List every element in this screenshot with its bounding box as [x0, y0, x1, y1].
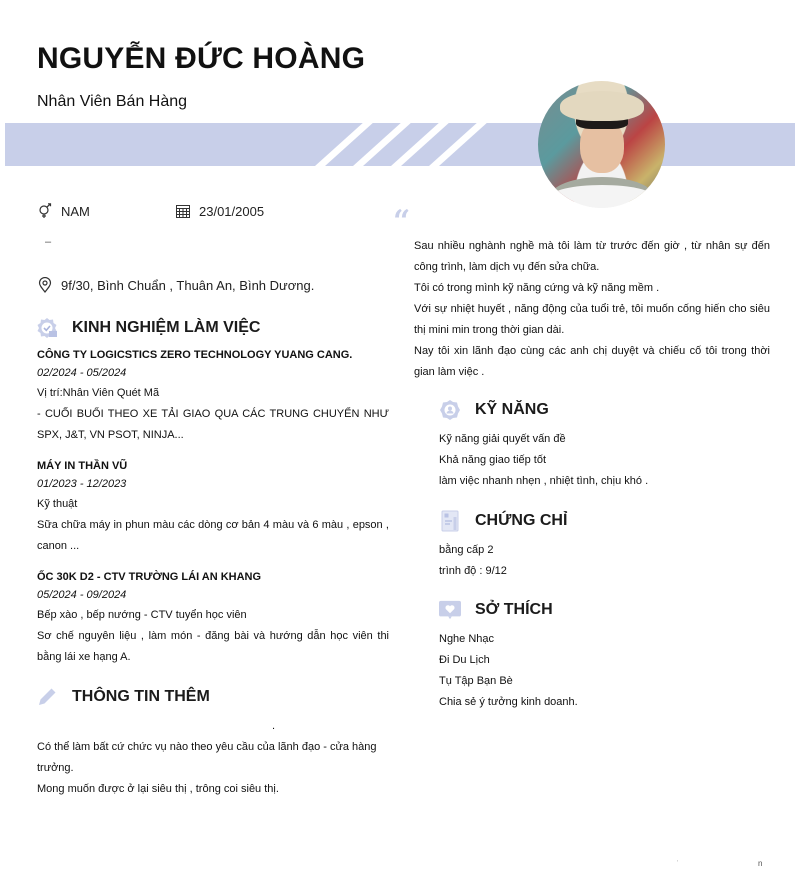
certificates-heading	[439, 510, 567, 532]
job-company: MÁY IN THẦN VŨ	[37, 460, 128, 472]
job-position: Bếp xào , bếp nướng - CTV tuyển học viên	[37, 609, 247, 621]
hobby-item: Nghe Nhạc	[439, 633, 495, 645]
certificates-list	[439, 540, 507, 582]
job-entry	[37, 569, 389, 668]
additional-line: Có thể làm bất cứ chức vụ nào theo yêu cầu của lãnh đạo - cửa hàng trưởng.	[37, 741, 377, 774]
birthdate-row	[175, 203, 264, 219]
hobby-item: Tụ Tập Bạn Bè	[439, 675, 513, 687]
birthdate-value: 23/01/2005	[199, 203, 265, 219]
hobby-item: Chia sẻ ý tưởng kinh doanh.	[439, 696, 578, 708]
heart-chat-icon	[439, 599, 461, 621]
objective-text	[414, 236, 770, 383]
job-company: ỐC 30K D2 - CTV TRƯỜNG LÁI AN KHANG	[37, 571, 262, 583]
job-period: 05/2024 - 09/2024	[37, 589, 127, 601]
footer-mark: ˈ	[676, 859, 679, 868]
band-stripe	[296, 123, 384, 166]
job-entry	[37, 458, 389, 557]
avatar	[538, 81, 665, 208]
footer-mark: n	[758, 859, 763, 868]
certificates-title: CHỨNG CHỈ	[475, 512, 568, 529]
job-position: Vị trí:Nhân Viên Quét Mã	[37, 387, 160, 399]
objective-line: Sau nhiều nghành nghề mà tôi làm từ trước đến giờ , từ nhân sự đến công trình, làm dịch vụ đến sửa chữa.	[414, 240, 770, 273]
skills-gear-icon	[439, 399, 461, 421]
experience-title: KINH NGHIỆM LÀM VIỆC	[72, 319, 261, 336]
additional-heading	[36, 686, 210, 708]
certificate-item: bằng cấp 2	[439, 544, 494, 556]
hobbies-title: SỞ THÍCH	[475, 601, 553, 618]
objective-line: Tôi có trong mình kỹ năng cứng và kỹ năng mềm .	[414, 282, 660, 294]
job-company: CÔNG TY LOGICSTICS ZERO TECHNOLOGY YUANG CANG.	[37, 349, 353, 361]
candidate-name: NGUYỄN ĐỨC HOÀNG	[37, 42, 366, 75]
gender-row	[37, 203, 90, 219]
job-position: Kỹ thuật	[37, 498, 78, 510]
quote-icon: “	[393, 204, 411, 239]
gender-icon	[37, 203, 53, 219]
experience-badge-icon	[36, 317, 58, 339]
objective-line: Với sự nhiệt huyết , năng động của tuổi trẻ, tôi muốn cống hiến cho siêu thị mini min trong thời gian dài.	[414, 303, 770, 336]
job-description: - CUỐI BUỔI THEO XE TẢI GIAO QUA CÁC TRUNG CHUYỂN NHƯ SPX, J&T, VN PSOT, NINJA...	[37, 408, 389, 441]
additional-text	[37, 737, 389, 800]
address-row	[37, 277, 314, 293]
skill-item: Khả năng giao tiếp tốt	[439, 454, 547, 466]
job-description: Sơ chế nguyên liệu , làm món - đăng bài và hướng dẫn học viên thi bằng lái xe hạng A.	[37, 630, 389, 663]
additional-line: Mong muốn được ở lại siêu thị , trông coi siêu thị.	[37, 783, 279, 795]
avatar-shirt	[550, 177, 654, 208]
skill-item: Kỹ năng giải quyết vấn đề	[439, 433, 566, 445]
avatar-hat	[560, 91, 644, 121]
job-entry	[37, 347, 389, 446]
calendar-icon	[175, 203, 191, 219]
additional-title: THÔNG TIN THÊM	[72, 688, 210, 705]
gender-value: NAM	[61, 203, 90, 219]
objective-line: Nay tôi xin lãnh đạo cùng các anh chị duyệt và chiếu cố tôi trong thời gian làm việc .	[414, 345, 770, 378]
address-value: 9f/30, Bình Chuẩn , Thuân An, Bình Dương.	[61, 277, 315, 293]
job-period: 02/2024 - 05/2024	[37, 367, 127, 379]
pencil-icon	[36, 686, 58, 708]
certificate-document-icon	[439, 510, 461, 532]
header-band	[5, 123, 795, 166]
hobby-item: Đi Du Lịch	[439, 654, 490, 666]
skills-list	[439, 429, 648, 492]
skill-item: làm việc nhanh nhẹn , nhiệt tình, chịu khó .	[439, 475, 649, 487]
skills-heading	[439, 399, 549, 421]
candidate-role: Nhân Viên Bán Hàng	[37, 93, 188, 110]
hobbies-heading	[439, 599, 553, 621]
job-description: Sữa chữa máy in phun màu các dòng cơ bản 4 màu và 6 màu , epson , canon ...	[37, 519, 389, 552]
location-pin-icon	[37, 277, 53, 293]
additional-dot: .	[272, 720, 276, 732]
phone-placeholder: –	[45, 236, 52, 248]
experience-heading	[36, 317, 260, 339]
hobbies-list	[439, 629, 578, 713]
job-period: 01/2023 - 12/2023	[37, 478, 127, 490]
certificate-item: trình độ : 9/12	[439, 565, 507, 577]
skills-title: KỸ NĂNG	[475, 401, 549, 418]
